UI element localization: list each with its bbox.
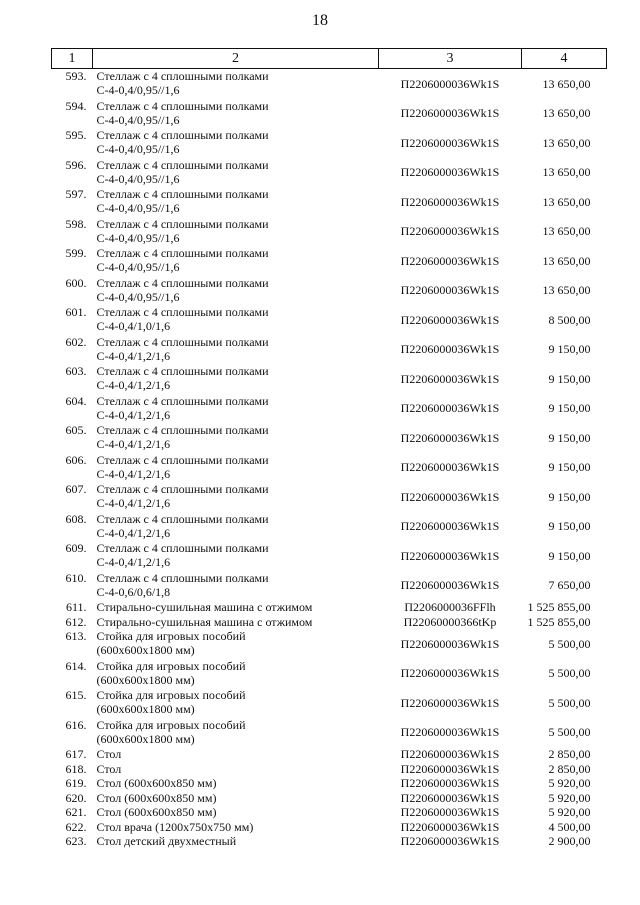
item-name-line: Стойка для игровых пособий [96, 629, 246, 643]
item-code: П2206000036Wk1S [400, 725, 500, 740]
row-number: 599. [65, 246, 87, 260]
item-name [93, 158, 379, 188]
item-price: 9 150,00 [548, 460, 591, 475]
row-number: 597. [65, 187, 87, 201]
item-name [93, 820, 379, 835]
item-name [93, 688, 379, 718]
item-name-line: Стеллаж с 4 сплошными полками [96, 128, 269, 142]
item-price: 13 650,00 [542, 135, 591, 150]
table-row [52, 834, 607, 849]
item-price: 13 650,00 [542, 106, 591, 121]
item-price: 13 650,00 [542, 194, 591, 209]
row-number: 593. [65, 69, 87, 83]
item-price: 9 150,00 [548, 548, 591, 563]
column-header-code: 3 [379, 49, 522, 69]
row-number: 607. [65, 482, 87, 496]
row-number: 610. [65, 570, 87, 585]
table-row [52, 762, 607, 777]
item-name [93, 394, 379, 424]
item-price: 1 525 855,00 [527, 614, 591, 629]
item-price: 13 650,00 [542, 253, 591, 268]
item-code: П2206000036Wk1S [400, 106, 500, 121]
row-number: 611. [65, 600, 87, 614]
table-row [52, 600, 607, 615]
item-name-line: Стеллаж с 4 сплошными полками [96, 246, 269, 260]
table-row [52, 615, 607, 630]
item-name-line: С-4-0,4/0,95//1,6 [96, 83, 180, 97]
item-name-line: С-4-0,4/0,95//1,6 [96, 230, 180, 245]
item-price: 2 900,00 [548, 834, 591, 848]
item-name-line: Стеллаж с 4 сплошными полками [96, 275, 269, 290]
item-name-line: Стойка для игровых пособий [96, 658, 246, 673]
row-number: 613. [65, 629, 87, 643]
item-name-line: Стол (600x600x850 мм) [96, 790, 217, 805]
item-name [93, 659, 379, 689]
item-price: 13 650,00 [542, 165, 591, 180]
table-row [52, 453, 607, 483]
item-price: 13 650,00 [542, 76, 591, 91]
table-row [52, 571, 607, 601]
item-code: П2206000036Wk1S [400, 666, 500, 681]
item-name-line: Стеллаж с 4 сплошными полками [96, 423, 269, 437]
item-name-line: Стеллаж с 4 сплошными полками [96, 334, 269, 349]
item-name-line: Стол (600x600x850 мм) [96, 805, 217, 819]
item-code: П2206000036Wk1S [400, 819, 500, 834]
item-price: 9 150,00 [548, 371, 591, 386]
item-name-line: Стеллаж с 4 сплошными полками [96, 216, 269, 231]
item-name [93, 187, 379, 217]
row-number: 621. [65, 805, 87, 819]
table-row [52, 718, 607, 748]
item-code: П2206000036Wk1S [400, 761, 500, 776]
item-name-line: С-4-0,4/1,2/1,6 [96, 348, 171, 363]
row-number: 602. [65, 334, 87, 349]
item-price: 5 920,00 [548, 776, 591, 790]
item-name-line: Стол [96, 761, 122, 776]
item-code: П2206000036Wk1S [400, 253, 500, 268]
item-code: П2206000036Wk1S [400, 747, 500, 761]
table-row [52, 659, 607, 689]
item-code: П2206000036Wk1S [400, 790, 500, 805]
row-number: 606. [65, 452, 87, 467]
item-name-line: Стеллаж с 4 сплошными полками [96, 98, 269, 113]
table-row [52, 820, 607, 835]
page-number: 18 [312, 12, 328, 29]
item-name [93, 615, 379, 630]
item-code: П2206000036Wk1S [400, 636, 500, 651]
item-name-line: Стол детский двухместный [96, 834, 237, 848]
item-code: П2206000036Wk1S [400, 430, 500, 445]
table-row [52, 335, 607, 365]
item-name-line: С-4-0,4/0,95//1,6 [96, 171, 180, 186]
item-name-line: Стеллаж с 4 сплошными полками [96, 364, 269, 378]
item-code: П2206000036Wk1S [400, 194, 500, 209]
row-number: 604. [65, 393, 87, 408]
item-name [93, 305, 379, 335]
item-price: 5 500,00 [548, 636, 591, 651]
item-code: П2206000036Wk1S [400, 312, 500, 327]
item-name-line: С-4-0,4/1,2/1,6 [96, 378, 171, 392]
item-name-line: Стеллаж с 4 сплошными полками [96, 393, 269, 408]
item-price: 8 500,00 [548, 312, 591, 327]
item-name-line: С-4-0,4/1,2/1,6 [96, 466, 171, 481]
item-name [93, 629, 379, 659]
item-price: 13 650,00 [542, 283, 591, 298]
table-row [52, 482, 607, 512]
item-name-line: Стол врача (1200x750x750 мм) [96, 819, 254, 834]
table-body [52, 69, 607, 849]
row-number: 598. [65, 216, 87, 231]
item-name [93, 128, 379, 158]
item-name [93, 423, 379, 453]
item-name-line: С-4-0,4/1,2/1,6 [96, 555, 171, 569]
item-name [93, 276, 379, 306]
table-row [52, 541, 607, 571]
item-price: 1 525 855,00 [527, 600, 591, 614]
item-code: П2206000036Wk1S [400, 76, 500, 91]
item-name-line: (600x600x1800 мм) [96, 702, 195, 716]
item-name-line: Стеллаж с 4 сплошными полками [96, 157, 269, 172]
row-number: 623. [65, 834, 87, 848]
table-header [52, 49, 607, 69]
item-name-line: С-4-0,4/1,2/1,6 [96, 496, 171, 510]
table-row [52, 158, 607, 188]
item-price: 9 150,00 [548, 401, 591, 416]
table-row [52, 276, 607, 306]
item-name-line: С-4-0,4/1,0/1,6 [96, 319, 171, 333]
table-row [52, 776, 607, 791]
item-name [93, 541, 379, 571]
item-price: 5 500,00 [548, 666, 591, 681]
row-number: 622. [65, 819, 87, 834]
row-number: 601. [65, 305, 87, 319]
table-row [52, 747, 607, 762]
row-number: 614. [65, 658, 87, 673]
item-name [93, 834, 379, 849]
row-number: 616. [65, 717, 87, 732]
table-row [52, 512, 607, 542]
item-name [93, 364, 379, 394]
header-row [52, 49, 607, 69]
item-code: П22060000366tKp [403, 614, 497, 629]
item-name [93, 571, 379, 601]
item-name-line: Стеллаж с 4 сплошными полками [96, 570, 269, 585]
column-header-name: 2 [93, 49, 379, 69]
item-name-line: Стеллаж с 4 сплошными полками [96, 452, 269, 467]
item-name-line: (600x600x1800 мм) [96, 643, 195, 657]
item-code: П2206000036Wk1S [400, 805, 500, 819]
item-code: П2206000036Wk1S [400, 135, 500, 150]
item-code: П2206000036Wk1S [400, 283, 500, 298]
row-number: 595. [65, 128, 87, 142]
item-name-line: Стол [96, 747, 122, 761]
item-price: 5 500,00 [548, 725, 591, 740]
item-name-line: (600x600x1800 мм) [96, 731, 195, 746]
item-price: 13 650,00 [542, 224, 591, 239]
table-row [52, 128, 607, 158]
item-price: 2 850,00 [548, 761, 591, 776]
item-price: 9 150,00 [548, 519, 591, 534]
column-header-number: 1 [52, 49, 93, 69]
item-price: 4 500,00 [548, 819, 591, 834]
item-price: 5 920,00 [548, 790, 591, 805]
item-code: П2206000036Wk1S [400, 224, 500, 239]
item-name [93, 747, 379, 762]
item-code: П2206000036Wk1S [400, 548, 500, 563]
item-price: 5 500,00 [548, 695, 591, 710]
column-header-price: 4 [522, 49, 607, 69]
item-price: 7 650,00 [548, 578, 591, 593]
item-name [93, 246, 379, 276]
table-row [52, 688, 607, 718]
item-code: П2206000036Wk1S [400, 776, 500, 790]
item-name-line: С-4-0,4/0,95//1,6 [96, 289, 180, 304]
item-name-line: С-4-0,4/0,95//1,6 [96, 201, 180, 215]
item-code: П2206000036Wk1S [400, 695, 500, 710]
item-name-line: С-4-0,4/0,95//1,6 [96, 260, 180, 274]
item-code: П2206000036Wk1S [400, 165, 500, 180]
item-code: П2206000036Wk1S [400, 371, 500, 386]
row-number: 618. [65, 761, 87, 776]
item-name [93, 805, 379, 820]
item-name-line: Стеллаж с 4 сплошными полками [96, 69, 269, 83]
table-row [52, 99, 607, 129]
item-price: 5 920,00 [548, 805, 591, 819]
item-name [93, 482, 379, 512]
item-name-line: Стойка для игровых пособий [96, 717, 246, 732]
item-name-line: (600x600x1800 мм) [96, 672, 195, 687]
item-name-line: С-4-0,4/1,2/1,6 [96, 437, 171, 451]
item-name [93, 69, 379, 99]
row-number: 603. [65, 364, 87, 378]
row-number: 609. [65, 541, 87, 555]
item-name-line: С-4-0,4/1,2/1,6 [96, 407, 171, 422]
table-row [52, 805, 607, 820]
item-name [93, 512, 379, 542]
item-name-line: С-4-0,4/0,95//1,6 [96, 112, 180, 127]
item-name-line: С-4-0,6/0,6/1,8 [96, 584, 171, 599]
table-row [52, 423, 607, 453]
row-number: 619. [65, 776, 87, 790]
table-row [52, 217, 607, 247]
row-number: 605. [65, 423, 87, 437]
item-name-line: Стеллаж с 4 сплошными полками [96, 541, 269, 555]
table-row [52, 305, 607, 335]
item-name-line: Стирально-сушильная машина с отжимом [96, 614, 313, 629]
item-code: П2206000036FFlh [404, 600, 496, 614]
item-price: 2 850,00 [548, 747, 591, 761]
row-number: 612. [65, 614, 87, 629]
item-name-line: Стеллаж с 4 сплошными полками [96, 511, 269, 526]
item-name [93, 718, 379, 748]
table-row [52, 791, 607, 806]
item-name [93, 335, 379, 365]
item-name [93, 776, 379, 791]
item-name-line: Стеллаж с 4 сплошными полками [96, 305, 269, 319]
item-name [93, 762, 379, 777]
item-code: П2206000036Wk1S [400, 834, 500, 848]
row-number: 608. [65, 511, 87, 526]
item-price: 9 150,00 [548, 342, 591, 357]
item-code: П2206000036Wk1S [400, 460, 500, 475]
item-name [93, 600, 379, 615]
table-row [52, 187, 607, 217]
item-code: П2206000036Wk1S [400, 489, 500, 504]
item-code: П2206000036Wk1S [400, 401, 500, 416]
item-code: П2206000036Wk1S [400, 342, 500, 357]
item-price: 9 150,00 [548, 489, 591, 504]
item-name-line: С-4-0,4/1,2/1,6 [96, 525, 171, 540]
item-code: П2206000036Wk1S [400, 519, 500, 534]
item-name [93, 99, 379, 129]
item-name [93, 217, 379, 247]
table-row [52, 394, 607, 424]
item-code: П2206000036Wk1S [400, 578, 500, 593]
item-name-line: Стол (600x600x850 мм) [96, 776, 217, 790]
item-name-line: Стеллаж с 4 сплошными полками [96, 482, 269, 496]
table-row [52, 246, 607, 276]
item-name-line: Стирально-сушильная машина с отжимом [96, 600, 313, 614]
table-row [52, 629, 607, 659]
row-number: 617. [65, 747, 87, 761]
item-price: 9 150,00 [548, 430, 591, 445]
row-number: 594. [65, 98, 87, 113]
row-number: 620. [65, 790, 87, 805]
item-name-line: Стойка для игровых пособий [96, 688, 246, 702]
item-name [93, 791, 379, 806]
row-number: 600. [65, 275, 87, 290]
row-number: 615. [65, 688, 87, 702]
table-row [52, 364, 607, 394]
item-name-line: Стеллаж с 4 сплошными полками [96, 187, 269, 201]
item-name [93, 453, 379, 483]
item-name-line: С-4-0,4/0,95//1,6 [96, 142, 180, 156]
table-row [52, 69, 607, 99]
row-number: 596. [65, 157, 87, 172]
inventory-table [51, 48, 607, 849]
